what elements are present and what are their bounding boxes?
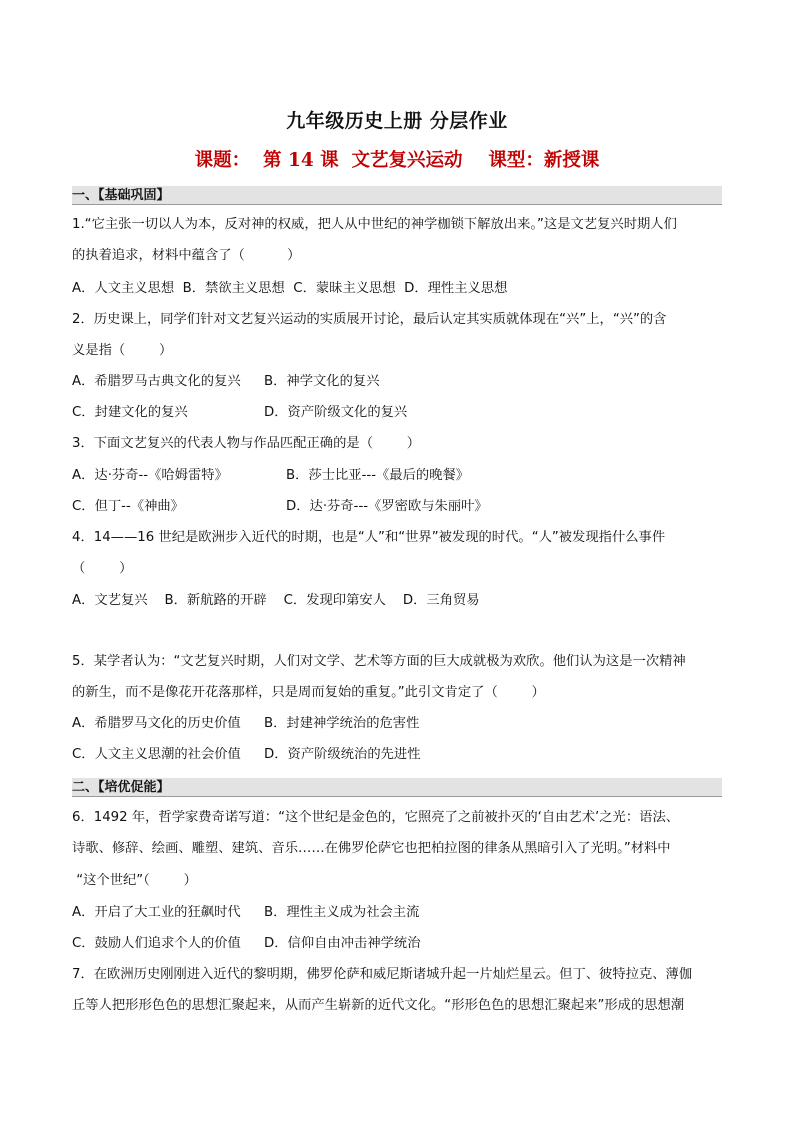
q5-stem-line1: 5．某学者认为：“文艺复兴时期，人们对文学、艺术等方面的巨大成就极为欢欣。他们认为这是一次精神: [72, 654, 686, 669]
q7-stem-line1: 7．在欧洲历史刚刚进入近代的黎明期，佛罗伦萨和威尼斯诸城升起一片灿烂星云。但丁、彼特拉克、薄伽: [72, 967, 693, 982]
q2-stem-line1: 2．历史课上，同学们针对文艺复兴运动的实质展开讨论，最后认定其实质就体现在“兴”上，“兴”的含: [72, 312, 667, 327]
q2-stem-line2: 义是指（ ）: [72, 343, 173, 358]
q2-option-a: A．希腊罗马古典文化的复兴: [72, 374, 241, 389]
section-basic-label: 一、【基础巩固】: [72, 188, 170, 203]
q6-option-d: D．信仰自由冲击神学统治: [264, 936, 421, 951]
q4-stem-line1: 4．14——16 世纪是欧洲步入近代的时期，也是“人”和“世界”被发现的时代。“人”被发现指什么事件: [72, 530, 666, 545]
q3-option-d: D．达·芬奇---《罗密欧与朱丽叶》: [286, 499, 488, 514]
q5-option-c: C．人文主义思潮的社会价值: [72, 747, 241, 762]
q2-option-c: C．封建文化的复兴: [72, 405, 188, 420]
q1-options: A．人文主义思想 B．禁欲主义思想 C．蒙昧主义思想 D．理性主义思想: [72, 281, 508, 296]
q6-option-c: C．鼓励人们追求个人的价值: [72, 936, 241, 951]
section-rule: [72, 796, 722, 797]
section-advanced-heading: [72, 778, 722, 798]
q3-option-c: C．但丁--《神曲》: [72, 499, 184, 514]
q7-stem-line2: 丘等人把形形色色的思想汇聚起来，从而产生崭新的近代文化。“形形色色的思想汇聚起来”形成的思想潮: [72, 998, 685, 1013]
q5-option-b: B．封建神学统治的危害性: [264, 716, 420, 731]
q6-stem-line2: 诗歌、修辞、绘画、雕塑、建筑、音乐……在佛罗伦萨它也把柏拉图的律条从黑暗引入了光明。”材料中: [72, 841, 671, 856]
section-advanced-label: 二、【培优促能】: [72, 780, 170, 795]
section-basic-heading: [72, 186, 722, 206]
q3-option-b: B．莎士比亚---《最后的晚餐》: [286, 468, 470, 483]
q6-option-b: B．理性主义成为社会主流: [264, 905, 420, 920]
q6-option-a: A．开启了大工业的狂飙时代: [72, 905, 241, 920]
q2-option-b: B．神学文化的复兴: [264, 374, 380, 389]
q3-stem-line1: 3．下面文艺复兴的代表人物与作品匹配正确的是（ ）: [72, 436, 421, 451]
q6-stem-line1: 6．1492 年，哲学家费奇诺写道：“这个世纪是金色的，它照亮了之前被扑灭的‘自由艺术’之光：语法、: [72, 810, 680, 825]
q3-option-a: A．达·芬奇--《哈姆雷特》: [72, 468, 228, 483]
section-rule: [72, 204, 722, 205]
q4-stem-line2: （ ）: [72, 561, 133, 576]
q5-option-a: A．希腊罗马文化的历史价值: [72, 716, 241, 731]
q4-options: A．文艺复兴 B．新航路的开辟 C．发现印第安人 D．三角贸易: [72, 593, 480, 608]
q2-option-d: D．资产阶级文化的复兴: [264, 405, 408, 420]
q5-stem-line2: 的新生，而不是像花开花落那样，只是周而复始的重复。”此引文肯定了（ ）: [72, 685, 545, 700]
q5-option-d: D．资产阶级统治的先进性: [264, 747, 421, 762]
lesson-subtitle: 课题： 第 14 课 文艺复兴运动 课型：新授课: [194, 150, 600, 171]
q1-stem-line2: 的执着追求，材料中蕴含了（ ）: [72, 248, 301, 263]
q6-stem-line3: “这个世纪”（ ）: [72, 873, 197, 888]
q1-stem-line1: 1.“它主张一切以人为本，反对神的权威，把人从中世纪的神学枷锁下解放出来。”这是文艺复兴时期人们: [72, 217, 677, 232]
page-title: 九年级历史上册 分层作业: [286, 110, 508, 132]
